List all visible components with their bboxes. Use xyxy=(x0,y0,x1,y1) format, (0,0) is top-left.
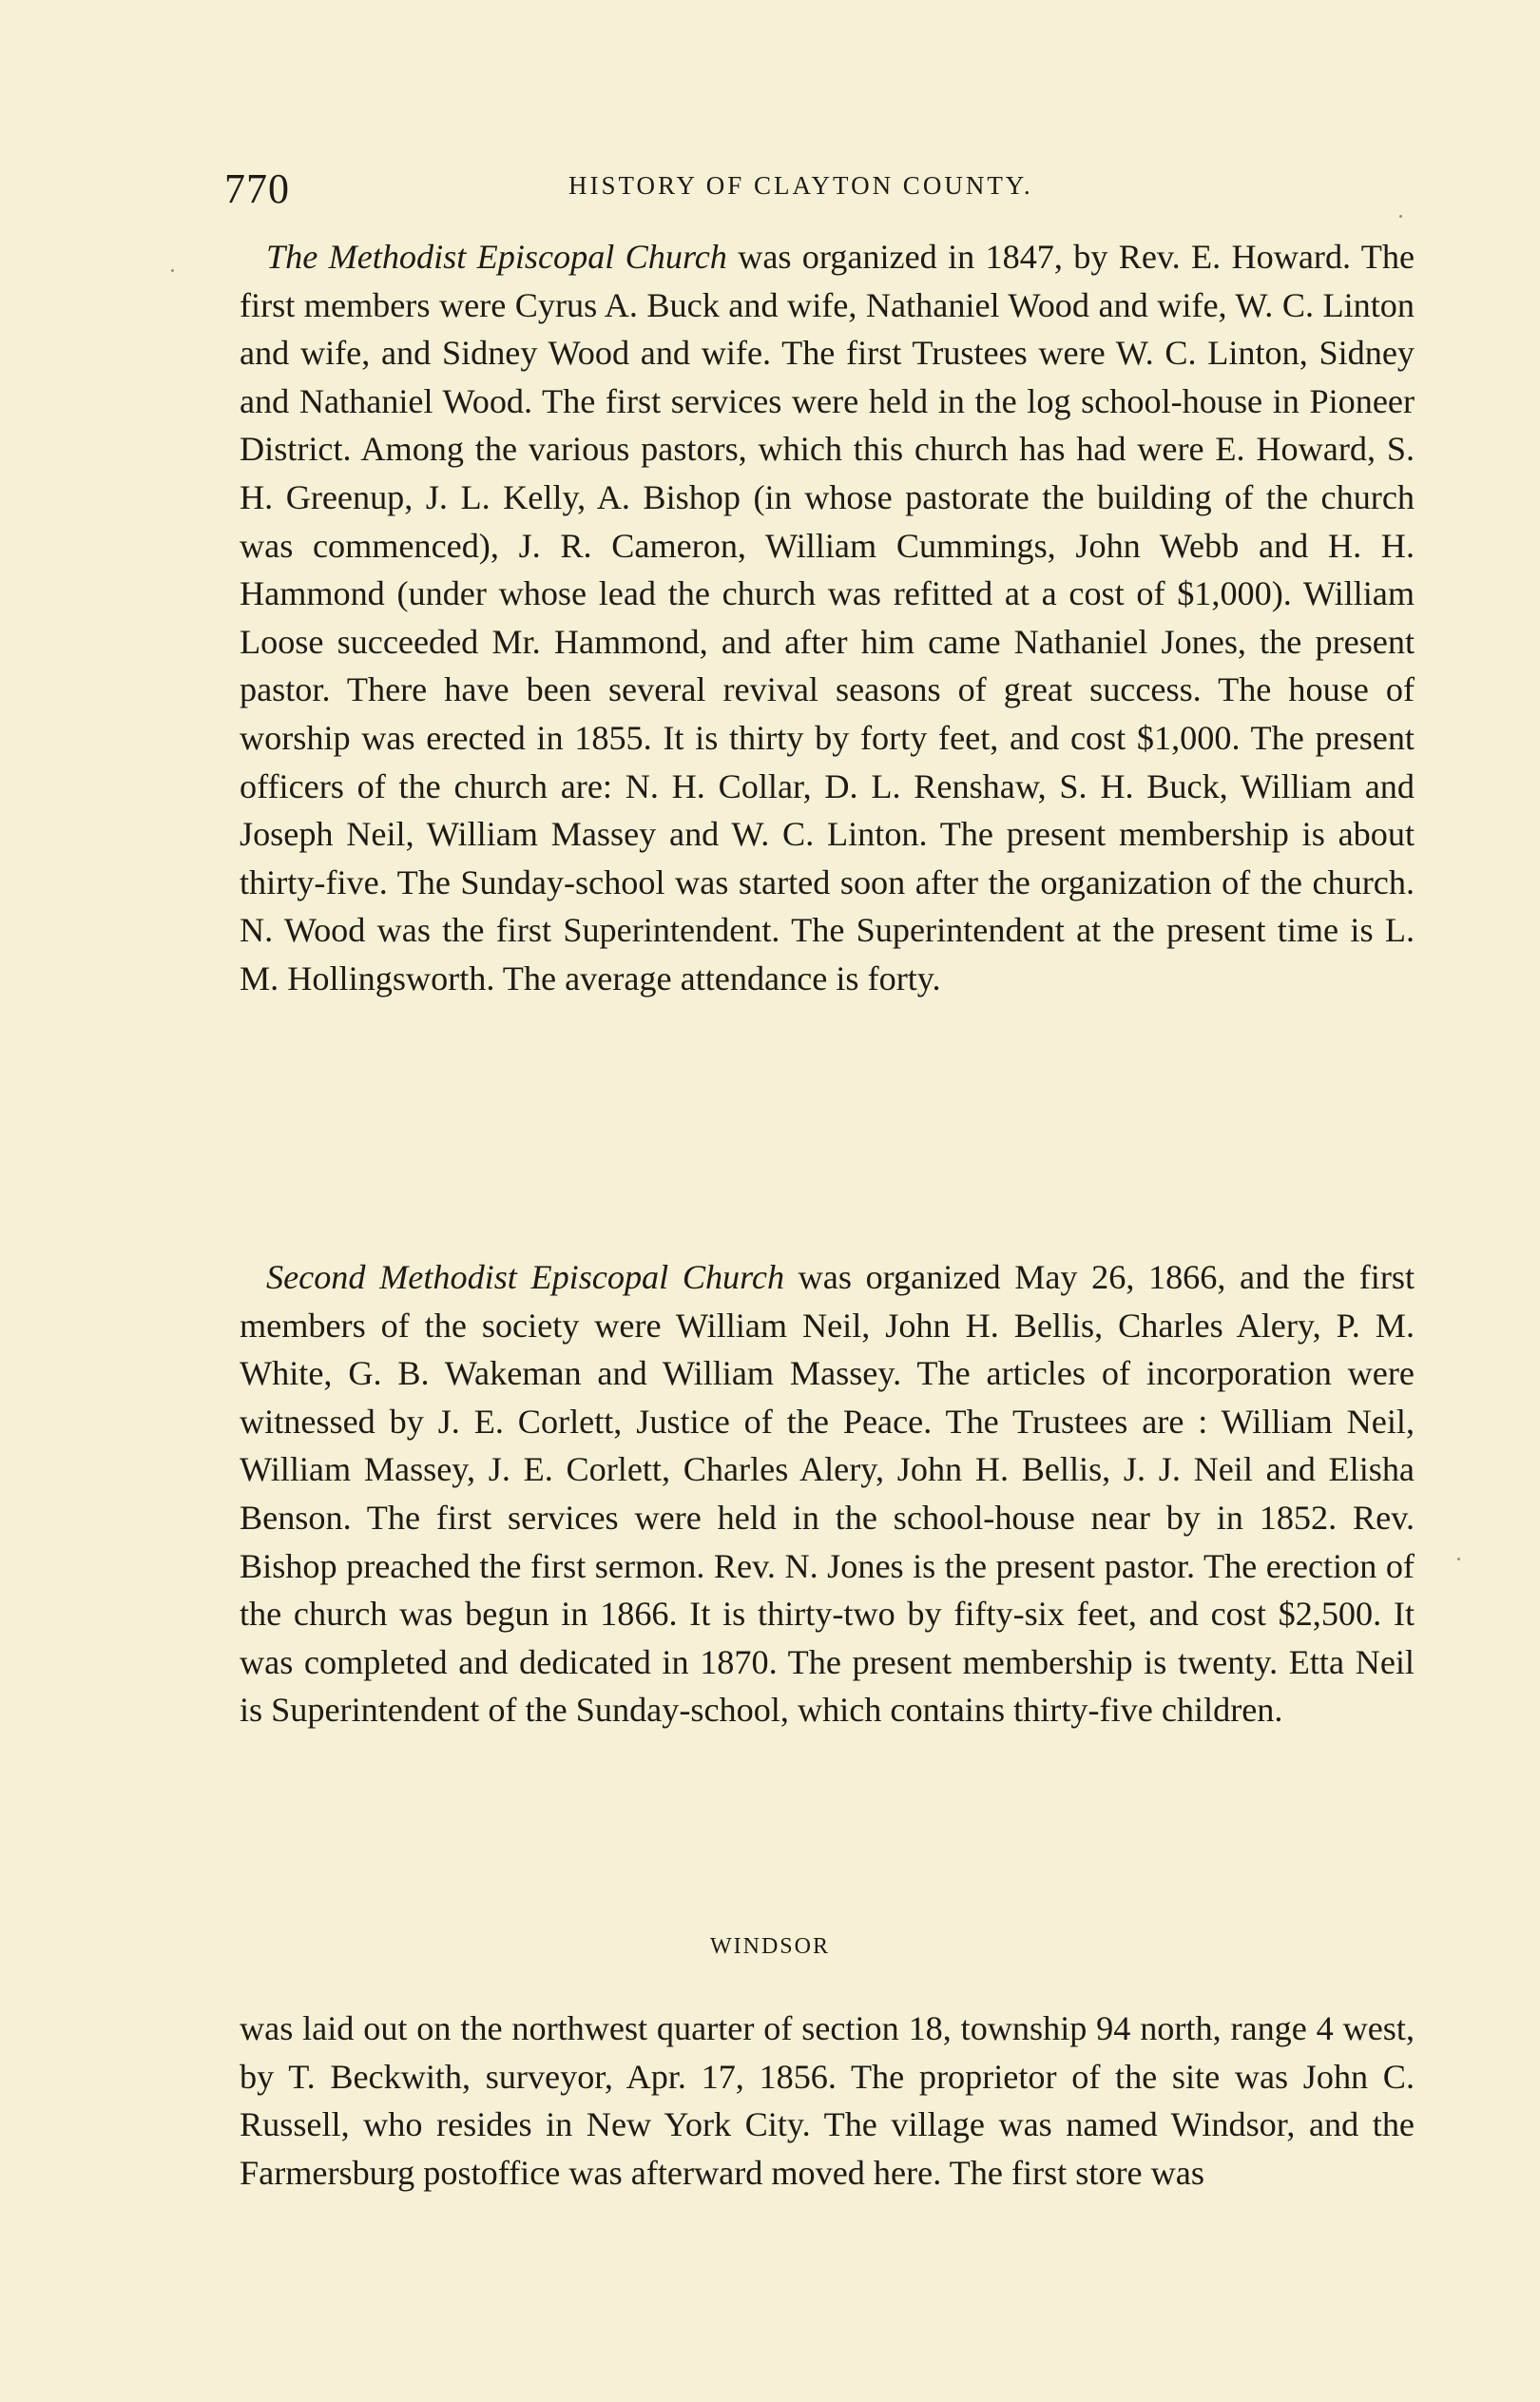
second-methodist-church-paragraph xyxy=(240,1253,1415,1734)
windsor-heading: WINDSOR xyxy=(710,1934,830,1959)
methodist-church-title: The Methodist Episcopal Church xyxy=(266,238,727,276)
second-methodist-church-text: was organized May 26, 1866, and the first members of the society were William Neil, John H. Bellis, Charles Alery, P. M. White, G. B. Wakeman and William Massey. The articles of incorporation were witnessed by J. E. Corlett, Justice of the Peace. The Trustees are : William Neil, William Massey, J. E. Corlett, Charles Alery, John H. Bellis, J. J. Neil and Elisha Benson. The first services were held in the school-house near by in 1852. Rev. Bishop preached the first sermon. Rev. N. Jones is the present pastor. The erection of the church was begun in 1866. It is thirty-two by fifty-six feet, and cost $2,500. It was completed and dedicated in 1870. The present membership is twenty. Etta Neil is Superintendent of the Sunday-school, which contains thirty-five children. xyxy=(240,1258,1415,1730)
second-methodist-church-title: Second Methodist Episcopal Church xyxy=(266,1258,785,1296)
methodist-church-paragraph xyxy=(240,233,1415,1003)
windsor-paragraph: was laid out on the northwest quarter of section 18, township 94 north, range 4 west, by T. Beckwith, surveyor, Apr. 17, 1856. The proprietor of the site was John C. Russell, who resides in New York City. The village was named Windsor, and the Farmersburg postoffice was afterward moved here. The first store was xyxy=(240,2009,1415,2192)
running-head: HISTORY OF CLAYTON COUNTY. xyxy=(568,171,1033,200)
paper-speck xyxy=(1399,215,1402,218)
windsor-section xyxy=(240,2005,1415,2197)
methodist-church-section xyxy=(240,233,1415,1003)
second-methodist-church-section xyxy=(240,1253,1415,1734)
paper-speck xyxy=(171,269,174,272)
page-number: 770 xyxy=(224,165,290,212)
methodist-church-text: was organized in 1847, by Rev. E. Howard. The first members were Cyrus A. Buck and wife, Nathaniel Wood and wife, W. C. Linton and wife, and Sidney Wood and wife. The first Trustees were W. C. Linton, Sidney and Nathaniel Wood. The first services were held in the log school-house in Pioneer District. Among the various pastors, which this church has had were E. Howard, S. H. Greenup, J. L. Kelly, A. Bishop (in whose pastorate the building of the church was commenced), J. R. Cameron, William Cummings, John Webb and H. H. Hammond (under whose lead the church was refitted at a cost of $1,000). William Loose succeeded Mr. Hammond, and after him came Nathaniel Jones, the present pastor. There have been several revival seasons of great success. The house of worship was erected in 1855. It is thirty by forty feet, and cost $1,000. The present officers of the church are: N. H. Collar, D. L. Renshaw, S. H. Buck, William and Joseph Neil, William Massey and W. C. Linton. The present membership is about thirty-five. The Sunday-school was started soon after the organization of the church. N. Wood was the first Superintendent. The Superintendent at the present time is L. M. Hollingsworth. The average attendance is forty. xyxy=(240,238,1415,998)
paper-speck xyxy=(1457,1558,1460,1560)
